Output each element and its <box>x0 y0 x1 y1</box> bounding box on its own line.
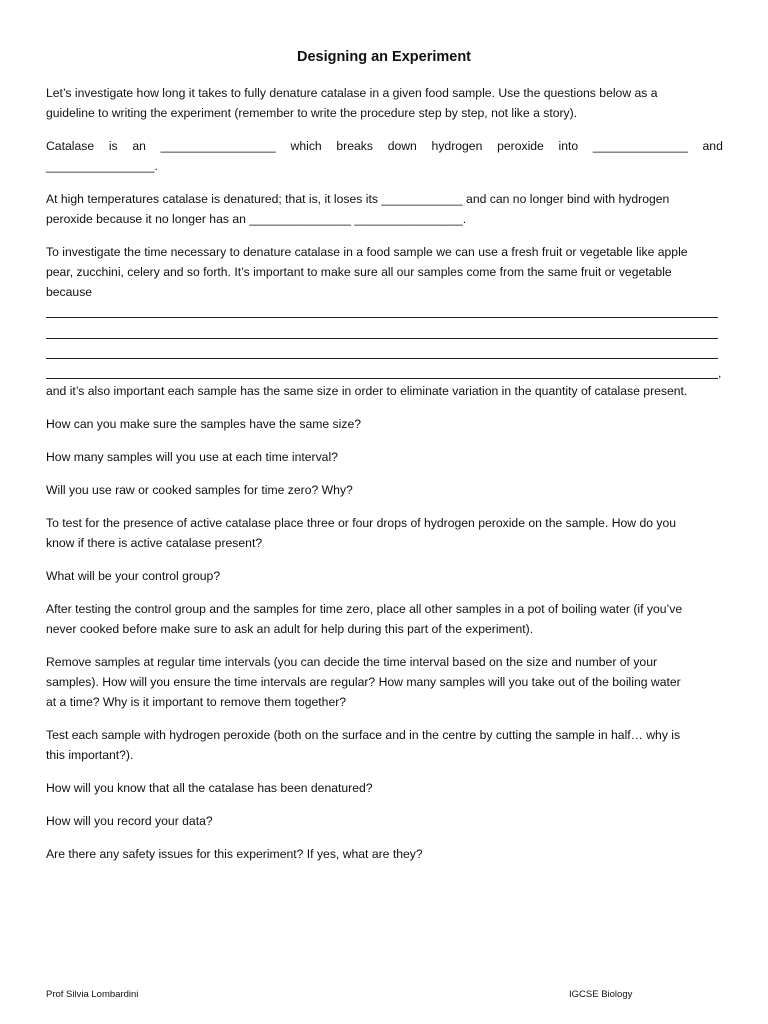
remove-samples-paragraph <box>46 652 723 712</box>
investigate-after-line: and it’s also important each sample has the same size in order to eliminate variation in the quantity of catalase present. <box>46 384 688 398</box>
intro-line-1: Let’s investigate how long it takes to fully denature catalase in a given food sample. Use the questions below as a <box>46 86 658 100</box>
question-control: What will be your control group? <box>46 569 221 583</box>
remove-samples-line-1: Remove samples at regular time intervals (you can decide the time interval based on the size and number of your <box>46 655 658 669</box>
word: peroxide <box>497 139 544 153</box>
test-presence-paragraph <box>46 513 723 553</box>
high-temp-line-1: At high temperatures catalase is denatured; that is, it loses its ____________ and can no longer bind with hydrogen <box>46 192 670 206</box>
investigate-line-1: To investigate the time necessary to denature catalase in a food sample we can use a fresh fruit or vegetable like apple <box>46 245 688 259</box>
answer-line[interactable] <box>46 338 718 339</box>
blank-product-2[interactable]: ________________. <box>46 159 158 173</box>
high-temp-paragraph <box>46 189 723 229</box>
question-safety: Are there any safety issues for this experiment? If yes, what are they? <box>46 847 423 861</box>
test-each-line-2: this important?). <box>46 748 134 762</box>
remove-samples-line-2: samples). How will you ensure the time intervals are regular? How many samples will you take out of the boiling water <box>46 675 681 689</box>
word: down <box>387 139 417 153</box>
test-each-paragraph <box>46 725 723 765</box>
word: into <box>558 139 579 153</box>
high-temp-line-2: peroxide because it no longer has an _______________ ________________. <box>46 212 467 226</box>
test-each-line-1: Test each sample with hydrogen peroxide (both on the surface and in the centre by cutting the sample in half… why is <box>46 728 681 742</box>
question-same-size: How can you make sure the samples have the same size? <box>46 417 362 431</box>
answer-line[interactable] <box>46 378 718 379</box>
footer-author: Prof Silvia Lombardini <box>46 989 139 1000</box>
intro-paragraph <box>46 83 723 123</box>
after-testing-line-2: never cooked before make sure to ask an adult for help during this part of the experiment). <box>46 622 534 636</box>
answer-comma: , <box>718 366 722 380</box>
after-testing-paragraph <box>46 599 723 639</box>
footer-course: IGCSE Biology <box>569 989 633 1000</box>
investigate-after <box>46 381 723 401</box>
remove-samples-line-3: at a time? Why is it important to remove them together? <box>46 695 347 709</box>
word: Catalase <box>46 139 95 153</box>
word: and <box>702 139 723 153</box>
test-presence-line-1: To test for the presence of active catalase place three or four drops of hydrogen peroxide on the sample. How do you <box>46 516 677 530</box>
question-record: How will you record your data? <box>46 814 213 828</box>
page-title: Designing an Experiment <box>296 49 472 65</box>
answer-line[interactable] <box>46 358 718 359</box>
word: which <box>290 139 322 153</box>
intro-line-2: guideline to writing the experiment (remember to write the procedure step by step, not like a story). <box>46 106 578 120</box>
investigate-line-3: because <box>46 285 93 299</box>
after-testing-line-1: After testing the control group and the samples for time zero, place all other samples in a pot of boiling water (if you’ve <box>46 602 683 616</box>
question-how-many: How many samples will you use at each time interval? <box>46 450 338 464</box>
word: hydrogen <box>431 139 483 153</box>
question-raw-cooked: Will you use raw or cooked samples for time zero? Why? <box>46 483 353 497</box>
test-presence-line-2: know if there is active catalase present? <box>46 536 263 550</box>
blank-product-1[interactable]: ______________ <box>592 139 688 153</box>
investigate-paragraph <box>46 242 723 302</box>
catalase-line-1 <box>46 136 723 156</box>
word: an <box>132 139 146 153</box>
blank-enzyme[interactable]: _________________ <box>160 139 276 153</box>
investigate-line-2: pear, zucchini, celery and so forth. It’s important to make sure all our samples come from the same fruit or vegetable <box>46 265 672 279</box>
question-denatured: How will you know that all the catalase has been denatured? <box>46 781 373 795</box>
word: breaks <box>336 139 373 153</box>
catalase-paragraph <box>46 136 723 176</box>
word: is <box>108 139 118 153</box>
answer-line[interactable] <box>46 317 718 318</box>
